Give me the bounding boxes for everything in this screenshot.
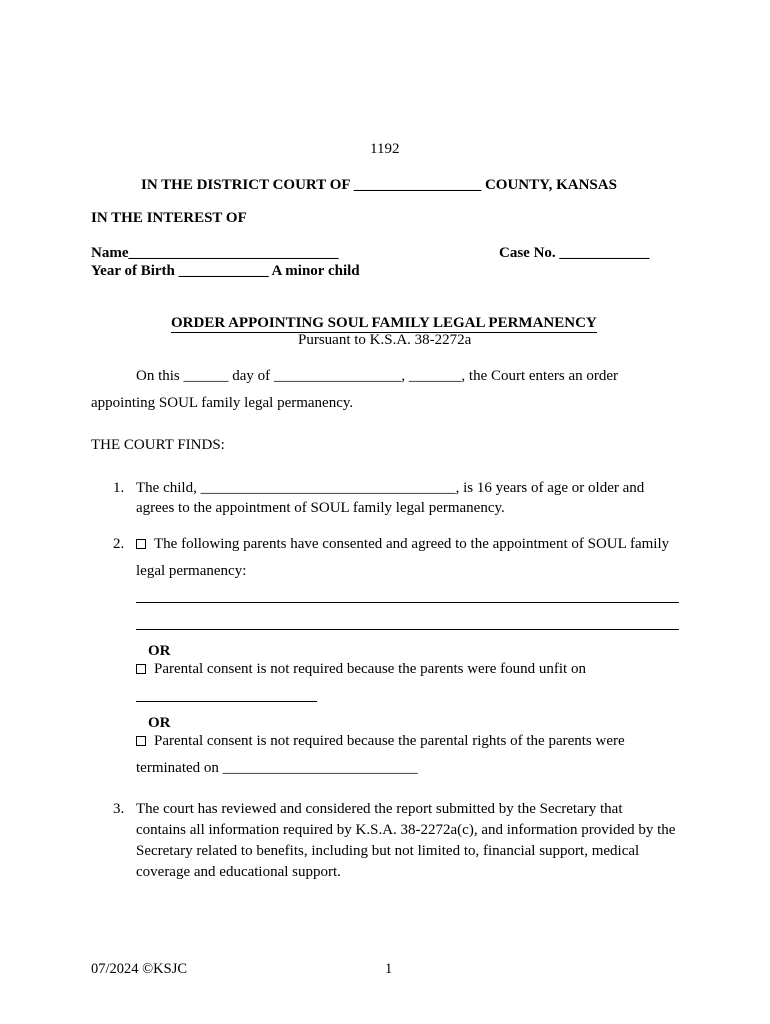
consent-line-2: legal permanency: (136, 563, 247, 579)
terminated-line-1: Parental consent is not required because the parental rights of the parents were (154, 733, 625, 749)
item-1-line-1: The child, __________________________________, is 16 years of age or older and (136, 480, 645, 496)
terminated-option (136, 733, 625, 750)
case-number-line: Case No. ____________ (499, 245, 650, 261)
parent-name-blank-2[interactable] (136, 629, 679, 630)
intro-line-1: On this ______ day of _________________, _______, the Court enters an order (136, 368, 619, 384)
parent-name-blank-1[interactable] (136, 602, 679, 603)
item-1-number: 1. (113, 480, 125, 496)
form-number: 1192 (370, 141, 400, 157)
item-3-number: 3. (113, 801, 125, 817)
court-heading: IN THE DISTRICT COURT OF _________________ COUNTY, KANSAS (141, 177, 617, 193)
order-subtitle: Pursuant to K.S.A. 38-2272a (298, 332, 472, 348)
unfit-checkbox[interactable] (136, 664, 146, 674)
order-title-text: ORDER APPOINTING SOUL FAMILY LEGAL PERMANENCY (171, 315, 597, 331)
name-line: Name____________________________ (91, 245, 339, 261)
birth-year-line: Year of Birth ____________ A minor child (91, 263, 360, 279)
terminated-line-2: terminated on __________________________ (136, 760, 418, 776)
unfit-date-blank[interactable] (136, 701, 317, 702)
item-3-line-1: The court has reviewed and considered the report submitted by the Secretary that (136, 801, 623, 817)
unfit-text: Parental consent is not required because the parents were found unfit on (154, 661, 586, 677)
item-2-number: 2. (113, 536, 125, 552)
item-2-consent (136, 536, 669, 553)
footer-date-copyright: 07/2024 ©KSJC (91, 961, 188, 977)
item-3-line-2: contains all information required by K.S.A. 38-2272a(c), and information provided by the (136, 822, 676, 838)
or-separator-2: OR (148, 715, 171, 731)
consent-checkbox[interactable] (136, 539, 146, 549)
item-3-line-3: Secretary related to benefits, including but not limited to, financial support, medical (136, 843, 640, 859)
terminated-checkbox[interactable] (136, 736, 146, 746)
footer-page-number: 1 (385, 961, 393, 977)
item-3-line-4: coverage and educational support. (136, 864, 341, 880)
item-1-line-2: agrees to the appointment of SOUL family legal permanency. (136, 500, 505, 516)
consent-line-1: The following parents have consented and agreed to the appointment of SOUL family (154, 536, 670, 552)
court-finds-heading: THE COURT FINDS: (91, 437, 225, 453)
unfit-option (136, 661, 586, 678)
order-title (171, 315, 597, 333)
interest-of-heading: IN THE INTEREST OF (91, 210, 247, 226)
intro-line-2: appointing SOUL family legal permanency. (91, 395, 354, 411)
or-separator-1: OR (148, 643, 171, 659)
